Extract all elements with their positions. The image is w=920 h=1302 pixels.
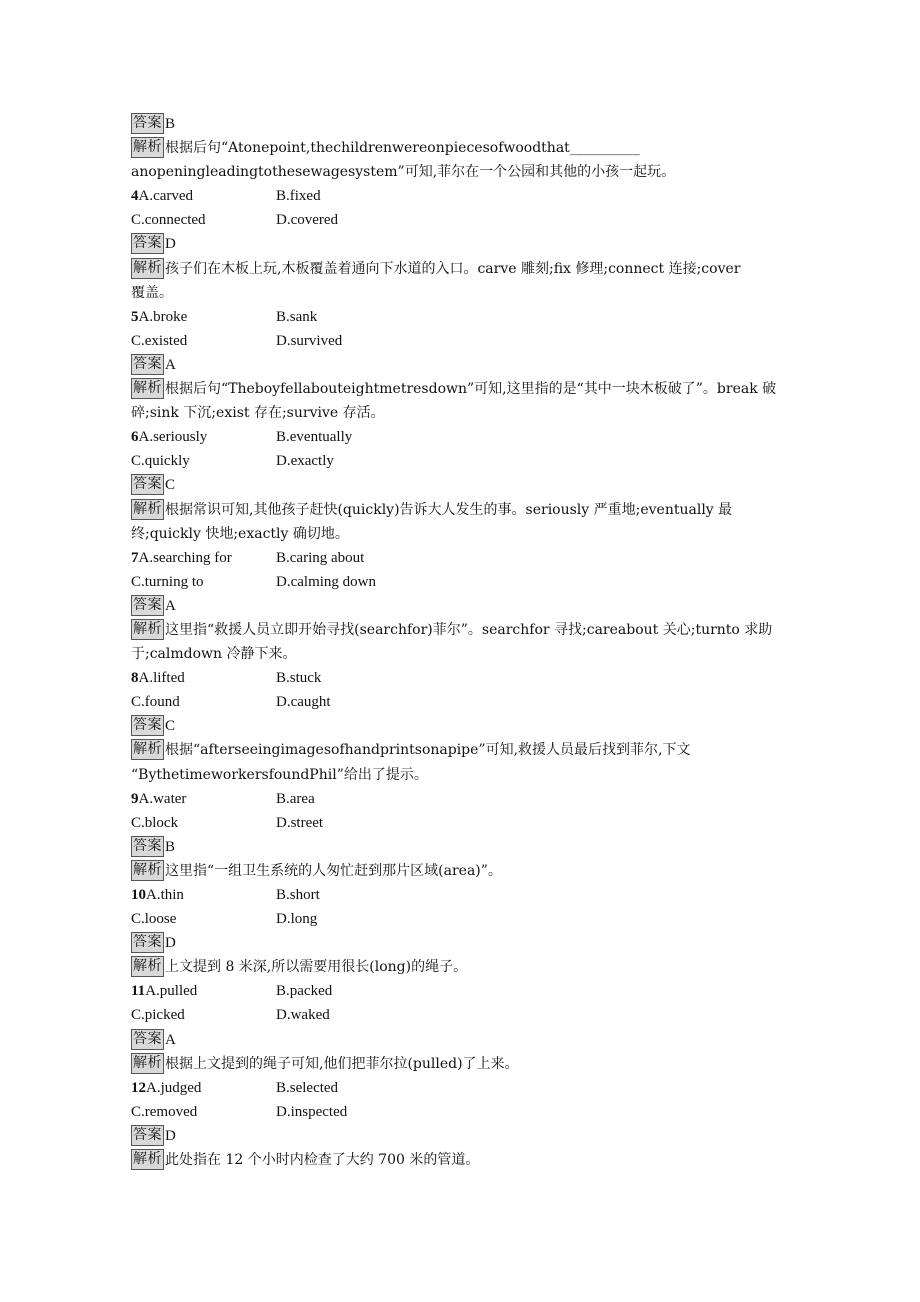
analysis-label: 解析 bbox=[131, 499, 164, 520]
analysis-line bbox=[131, 1052, 791, 1076]
option-c: C.picked bbox=[131, 1007, 185, 1024]
analysis-text: 根据后句“Atonepoint,thechildrenwereonpiecesofwoodthat__________ bbox=[165, 140, 640, 157]
answer-line bbox=[131, 232, 791, 256]
answer-value: B bbox=[165, 116, 176, 132]
answer-value: A bbox=[165, 1031, 176, 1048]
option-a: 8A.lifted bbox=[131, 670, 185, 687]
analysis-text: 上文提到 8 米深,所以需要用很长(long)的绳子。 bbox=[165, 959, 468, 976]
question-block bbox=[131, 305, 791, 425]
answer-line bbox=[131, 1124, 791, 1148]
analysis-line bbox=[131, 377, 791, 401]
option-c: C.existed bbox=[131, 332, 188, 349]
analysis-line bbox=[131, 738, 791, 762]
analysis-line bbox=[131, 955, 791, 979]
question-options-row-2 bbox=[131, 1003, 791, 1027]
option-b: B.area bbox=[276, 790, 315, 807]
answer-value: D bbox=[165, 935, 176, 952]
question-options-row-2 bbox=[131, 690, 791, 714]
option-b: B.selected bbox=[276, 1079, 339, 1096]
answer-label: 答案 bbox=[131, 715, 164, 736]
option-a: 9A.water bbox=[131, 790, 187, 807]
answer-value: D bbox=[165, 1127, 176, 1144]
analysis-text: 根据后句“Theboyfellabouteightmetresdown”可知,这里指的是“其中一块木板破了”。break 破 bbox=[165, 381, 777, 398]
option-b: B.packed bbox=[276, 983, 333, 1000]
option-a: 12A.judged bbox=[131, 1079, 202, 1096]
option-a: 6A.seriously bbox=[131, 429, 208, 446]
analysis-line bbox=[131, 136, 791, 160]
option-c: C.quickly bbox=[131, 453, 190, 470]
document-page bbox=[131, 112, 791, 1172]
option-c: C.block bbox=[131, 814, 179, 831]
analysis-label: 解析 bbox=[131, 258, 164, 279]
option-d: D.survived bbox=[276, 332, 343, 349]
option-c: C.turning to bbox=[131, 573, 204, 590]
analysis-line-continued bbox=[131, 763, 791, 787]
option-d: D.calming down bbox=[276, 573, 376, 590]
option-d: D.exactly bbox=[276, 453, 334, 470]
analysis-text: anopeningleadingtothesewagesystem”可知,菲尔在一个公园和其他的小孩一起玩。 bbox=[131, 164, 676, 181]
analysis-label: 解析 bbox=[131, 137, 164, 158]
option-b: B.fixed bbox=[276, 188, 321, 205]
analysis-line bbox=[131, 859, 791, 883]
question-options-row-2 bbox=[131, 1100, 791, 1124]
option-a: 4A.carved bbox=[131, 188, 194, 205]
option-b: B.caring about bbox=[276, 549, 365, 566]
option-d: D.long bbox=[276, 911, 318, 928]
analysis-text: 此处指在 12 个小时内检查了大约 700 米的管道。 bbox=[165, 1152, 480, 1169]
question-options-row-1 bbox=[131, 305, 791, 329]
analysis-label: 解析 bbox=[131, 739, 164, 760]
analysis-text: 终;quickly 快地;exactly 确切地。 bbox=[131, 525, 349, 542]
analysis-text: 这里指“救援人员立即开始寻找(searchfor)菲尔”。searchfor 寻找;careabout 关心;turnto 求助 bbox=[165, 621, 773, 638]
question-options-row-1 bbox=[131, 883, 791, 907]
answer-line bbox=[131, 714, 791, 738]
option-b: B.short bbox=[276, 887, 320, 903]
analysis-text: 孩子们在木板上玩,木板覆盖着通向下水道的入口。carve 雕刻;fix 修理;connect 连接;cover bbox=[165, 260, 741, 277]
option-c: C.removed bbox=[131, 1103, 198, 1120]
question-options-row-1 bbox=[131, 425, 791, 449]
answer-label: 答案 bbox=[131, 1029, 164, 1050]
analysis-label: 解析 bbox=[131, 1149, 164, 1170]
option-d: D.waked bbox=[276, 1007, 330, 1024]
analysis-line-continued bbox=[131, 160, 791, 184]
analysis-line bbox=[131, 618, 791, 642]
analysis-label: 解析 bbox=[131, 956, 164, 977]
analysis-text: 根据常识可知,其他孩子赶快(quickly)告诉大人发生的事。seriously 严重地;eventually 最 bbox=[165, 501, 733, 518]
analysis-text: 于;calmdown 冷静下来。 bbox=[131, 646, 297, 663]
question-options-row-2 bbox=[131, 329, 791, 353]
answer-label: 答案 bbox=[131, 595, 164, 616]
option-b: B.stuck bbox=[276, 670, 322, 687]
answer-label: 答案 bbox=[131, 932, 164, 953]
option-c: C.found bbox=[131, 694, 180, 711]
answer-line bbox=[131, 112, 791, 136]
question-options-row-2 bbox=[131, 208, 791, 232]
question-options-row-1 bbox=[131, 1076, 791, 1100]
question-number: 8 bbox=[131, 670, 139, 687]
answer-label: 答案 bbox=[131, 113, 164, 134]
question-number: 11 bbox=[131, 983, 146, 1000]
analysis-line-continued bbox=[131, 281, 791, 305]
analysis-text: “BythetimeworkersfoundPhil”给出了提示。 bbox=[131, 766, 428, 783]
answer-line bbox=[131, 835, 791, 859]
analysis-text: 根据上文提到的绳子可知,他们把菲尔拉(pulled)了上来。 bbox=[165, 1055, 519, 1072]
question-block bbox=[131, 787, 791, 883]
question-options-row-1 bbox=[131, 666, 791, 690]
answer-label: 答案 bbox=[131, 354, 164, 375]
answer-line bbox=[131, 931, 791, 955]
answer-label: 答案 bbox=[131, 1125, 164, 1146]
option-b: B.sank bbox=[276, 308, 318, 325]
question-number: 4 bbox=[131, 188, 139, 205]
analysis-text: 碎;sink 下沉;exist 存在;survive 存活。 bbox=[131, 405, 385, 422]
answer-value: B bbox=[165, 838, 176, 855]
analysis-line-continued bbox=[131, 642, 791, 666]
answer-label: 答案 bbox=[131, 836, 164, 857]
analysis-text: 覆盖。 bbox=[131, 284, 173, 301]
answer-label: 答案 bbox=[131, 474, 164, 495]
analysis-label: 解析 bbox=[131, 619, 164, 640]
option-a: 5A.broke bbox=[131, 308, 188, 325]
analysis-line bbox=[131, 257, 791, 281]
option-c: C.connected bbox=[131, 212, 206, 229]
question-block bbox=[131, 425, 791, 545]
analysis-line-continued bbox=[131, 401, 791, 425]
question-options-row-2 bbox=[131, 449, 791, 473]
question-options-row-1 bbox=[131, 184, 791, 208]
question-number: 5 bbox=[131, 308, 139, 325]
question-options-row-1 bbox=[131, 979, 791, 1003]
answer-value: A bbox=[165, 597, 176, 614]
answer-line bbox=[131, 1028, 791, 1052]
answer-line bbox=[131, 473, 791, 497]
option-d: D.covered bbox=[276, 212, 339, 229]
question-block bbox=[131, 883, 791, 979]
analysis-label: 解析 bbox=[131, 1053, 164, 1074]
question-options-row-2 bbox=[131, 811, 791, 835]
option-a: 10A.thin bbox=[131, 887, 184, 903]
question-number: 9 bbox=[131, 790, 139, 807]
analysis-line-continued bbox=[131, 522, 791, 546]
question-number: 6 bbox=[131, 429, 139, 446]
answer-value: D bbox=[165, 236, 176, 253]
analysis-line bbox=[131, 1148, 791, 1172]
option-c: C.loose bbox=[131, 911, 177, 928]
question-number: 10 bbox=[131, 887, 146, 903]
analysis-label: 解析 bbox=[131, 378, 164, 399]
option-d: D.inspected bbox=[276, 1103, 348, 1120]
answer-value: C bbox=[165, 718, 176, 735]
answer-line bbox=[131, 594, 791, 618]
question-list bbox=[131, 184, 791, 1172]
question-options-row-2 bbox=[131, 907, 791, 931]
option-d: D.street bbox=[276, 814, 324, 831]
option-b: B.eventually bbox=[276, 429, 353, 446]
analysis-label: 解析 bbox=[131, 860, 164, 881]
question-number: 12 bbox=[131, 1079, 146, 1096]
question-block bbox=[131, 184, 791, 304]
question-options-row-1 bbox=[131, 787, 791, 811]
answer-value: A bbox=[165, 356, 176, 373]
analysis-line bbox=[131, 498, 791, 522]
question-number: 7 bbox=[131, 549, 139, 566]
question-block bbox=[131, 546, 791, 666]
answer-line bbox=[131, 353, 791, 377]
question-block bbox=[131, 666, 791, 786]
option-a: 11A.pulled bbox=[131, 983, 198, 1000]
option-d: D.caught bbox=[276, 694, 331, 711]
analysis-text: 这里指“一组卫生系统的人匆忙赶到那片区域(area)”。 bbox=[165, 862, 502, 879]
question-options-row-2 bbox=[131, 570, 791, 594]
answer-value: C bbox=[165, 477, 176, 494]
analysis-text: 根据“afterseeingimagesofhandprintsonapipe”可知,救援人员最后找到菲尔,下文 bbox=[165, 742, 691, 759]
option-a: 7A.searching for bbox=[131, 549, 232, 566]
question-options-row-1 bbox=[131, 546, 791, 570]
answer-label: 答案 bbox=[131, 233, 164, 254]
question-block bbox=[131, 1076, 791, 1172]
question-block bbox=[131, 979, 791, 1075]
